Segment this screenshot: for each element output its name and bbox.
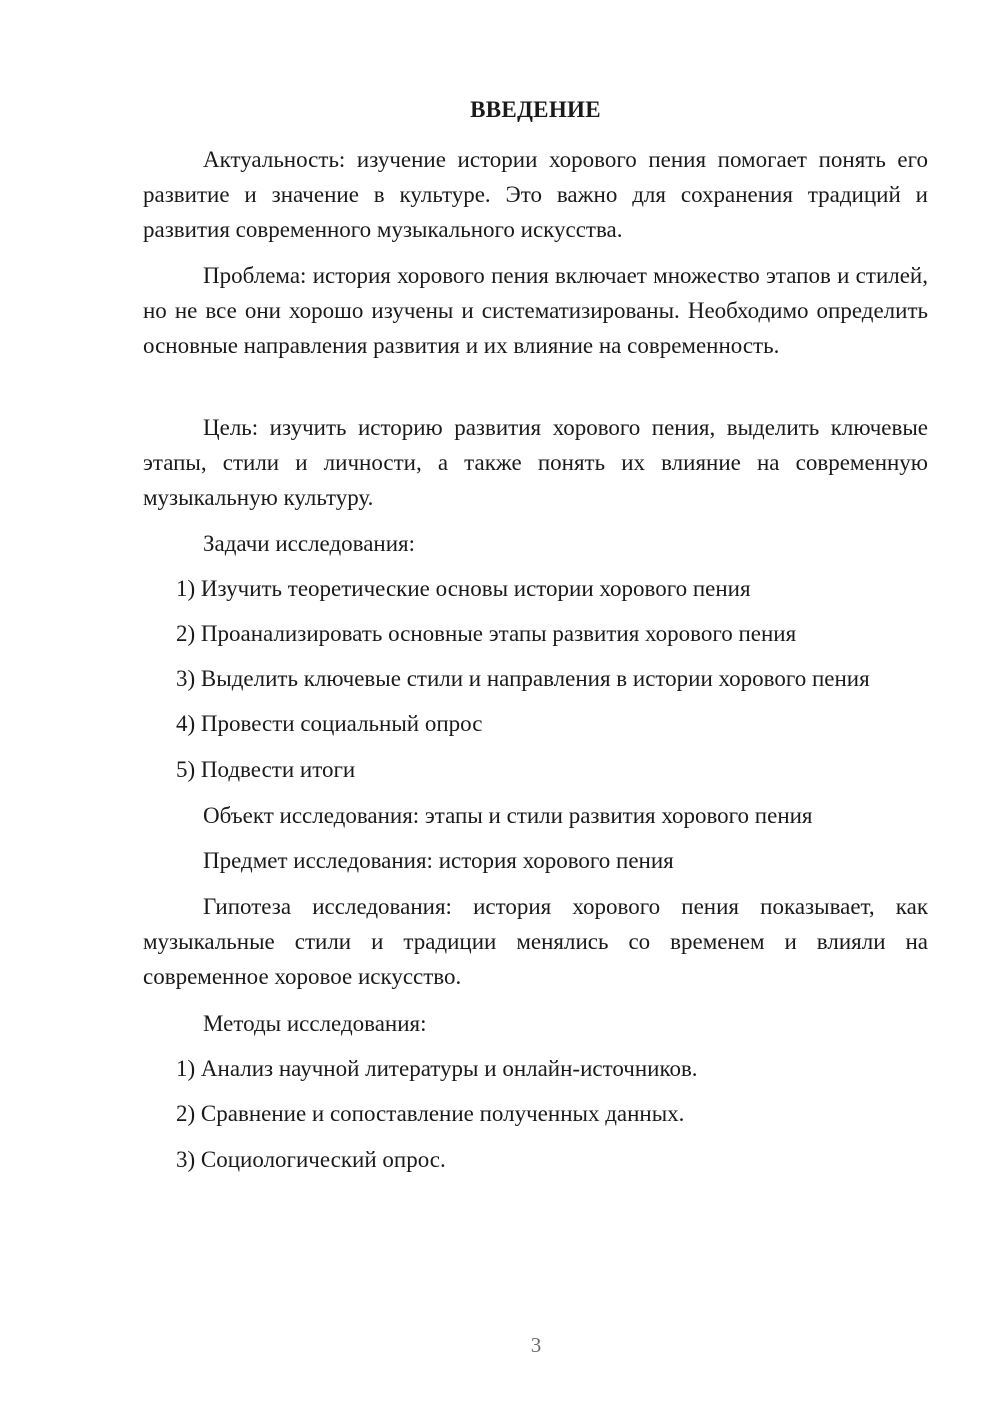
method-item-1: 1) Анализ научной литературы и онлайн-источников. [176,1056,698,1081]
research-object: Объект исследования: этапы и стили развития хорового пения [203,803,813,828]
task-item-2: 2) Проанализировать основные этапы развития хорового пения [176,621,797,646]
task-item-3: 3) Выделить ключевые стили и направления в истории хорового пения [176,666,870,691]
paragraph-problem: Проблема: история хорового пения включает множество этапов и стилей, но не все они хорошо изучены и систематизированы. Необходимо определить основные направления развития и их влияние на современность. [143,263,928,358]
paragraph-hypothesis: Гипотеза исследования: история хорового пения показывает, как музыкальные стили и традиции менялись со временем и влияли на современное хоровое искусство. [143,894,928,989]
methods-title: Методы исследования: [203,1011,427,1036]
task-item-1: 1) Изучить теоретические основы истории хорового пения [176,576,751,601]
page-heading: ВВЕДЕНИЕ [470,97,601,122]
paragraph-relevance: Актуальность: изучение истории хорового пения помогает понять его развитие и значение в культуре. Это важно для сохранения традиций и развития современного музыкального искусства. [143,147,928,242]
research-subject: Предмет исследования: история хорового пения [203,848,674,873]
page-number: 3 [530,1333,542,1357]
paragraph-goal: Цель: изучить историю развития хорового пения, выделить ключевые этапы, стили и личности, а также понять их влияние на современную музыкальную культуру. [143,415,928,510]
tasks-title: Задачи исследования: [203,531,416,556]
task-item-5: 5) Подвести итоги [176,757,356,782]
task-item-4: 4) Провести социальный опрос [176,711,483,736]
method-item-3: 3) Социологический опрос. [176,1147,446,1172]
method-item-2: 2) Сравнение и сопоставление полученных данных. [176,1101,685,1126]
